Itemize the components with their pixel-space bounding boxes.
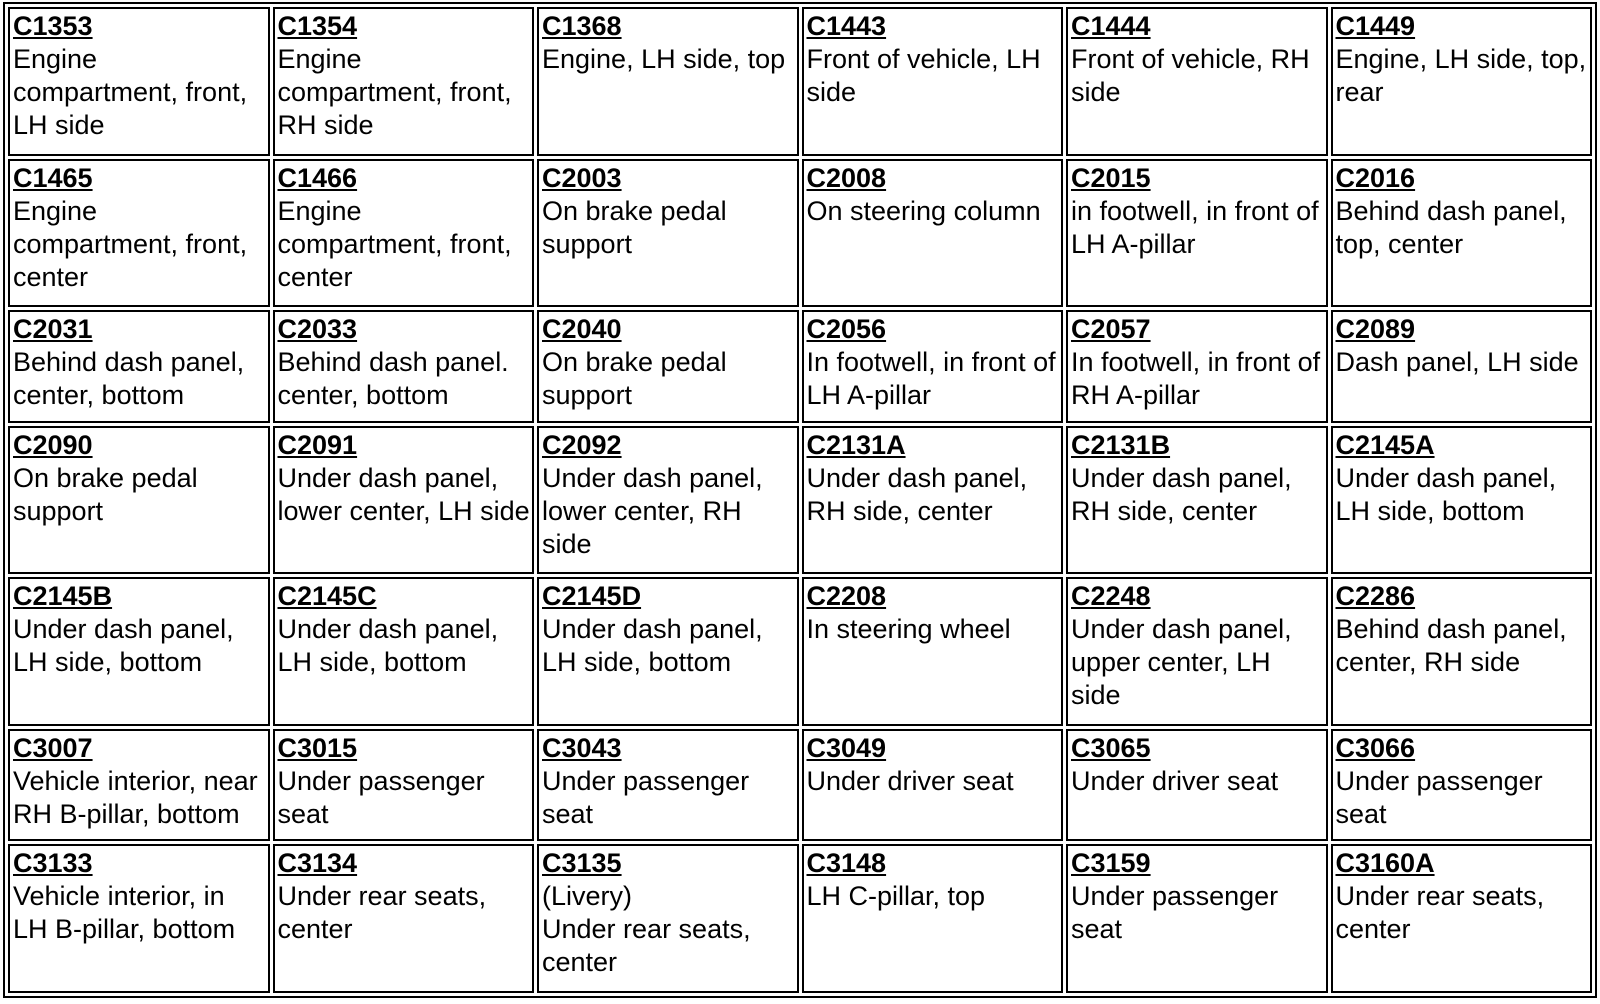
connector-cell — [8, 7, 270, 156]
connector-location: Behind dash panel, center, bottom — [13, 347, 245, 410]
connector-cell — [8, 426, 270, 575]
connector-location: Behind dash panel. center, bottom — [277, 347, 509, 410]
connector-location: Under dash panel, RH side, center — [806, 462, 1028, 526]
connector-location: In footwell, in front of RH A-pillar — [1071, 347, 1321, 410]
table-body — [8, 7, 1592, 993]
connector-cell — [537, 577, 799, 726]
connector-code-link[interactable]: C3135 — [542, 848, 622, 879]
connector-cell — [1066, 426, 1328, 575]
connector-cell — [273, 729, 535, 842]
connector-cell — [1066, 310, 1328, 423]
connector-cell — [1066, 729, 1328, 842]
connector-location: Under driver seat — [1071, 765, 1279, 796]
connector-location: Engine, LH side, top, rear — [1335, 44, 1587, 107]
connector-cell — [1331, 844, 1593, 993]
connector-code-link[interactable]: C1444 — [1071, 11, 1151, 41]
connector-code-link[interactable]: C3148 — [806, 848, 887, 879]
connector-cell — [1066, 7, 1328, 156]
connector-code-link[interactable]: C3007 — [13, 732, 93, 763]
connector-code-link[interactable]: C1353 — [13, 11, 93, 41]
connector-code-link[interactable]: C2145C — [277, 581, 377, 612]
connector-cell — [802, 159, 1064, 308]
connector-location: Under passenger seat — [1335, 765, 1543, 829]
connector-cell — [802, 844, 1064, 993]
connector-cell — [1066, 159, 1328, 308]
connector-location: Under dash panel, LH side, bottom — [1335, 462, 1557, 526]
connector-code-link[interactable]: C2145A — [1335, 429, 1435, 460]
connector-location-table — [5, 4, 1595, 996]
connector-cell — [802, 310, 1064, 423]
connector-cell — [537, 159, 799, 308]
connector-code-link[interactable]: C2131B — [1071, 429, 1171, 460]
connector-code-link[interactable]: C2091 — [277, 429, 358, 460]
connector-code-link[interactable]: C1466 — [277, 162, 358, 193]
connector-cell — [537, 729, 799, 842]
connector-location: Under rear seats, center — [1335, 881, 1545, 945]
connector-location-line: Under rear seats, center — [542, 914, 751, 978]
connector-location: Engine compartment, front, center — [277, 195, 512, 292]
table-row — [8, 426, 1592, 575]
connector-code-link[interactable]: C2145D — [542, 581, 642, 612]
connector-cell — [802, 729, 1064, 842]
connector-cell — [537, 426, 799, 575]
connector-location-table-frame — [3, 2, 1597, 998]
connector-code-link[interactable]: C2016 — [1335, 162, 1416, 193]
connector-location: Under dash panel, upper center, LH side — [1071, 614, 1292, 711]
connector-location: Vehicle interior, in LH B-pillar, bottom — [13, 881, 236, 945]
connector-code-link[interactable]: C2008 — [806, 162, 887, 193]
connector-code-link[interactable]: C2089 — [1335, 314, 1416, 344]
connector-location: Under dash panel, lower center, LH side — [277, 462, 530, 526]
connector-location: Engine compartment, front, center — [13, 195, 248, 292]
connector-code-link[interactable]: C2090 — [13, 429, 93, 460]
connector-code-link[interactable]: C1443 — [806, 11, 887, 41]
connector-location: Under dash panel, LH side, bottom — [277, 614, 499, 678]
connector-cell — [1331, 159, 1593, 308]
connector-location-line: (Livery) — [542, 881, 633, 912]
connector-code-link[interactable]: C3133 — [13, 848, 93, 879]
connector-code-link[interactable]: C1354 — [277, 11, 358, 41]
connector-cell — [8, 159, 270, 308]
table-row — [8, 844, 1592, 993]
connector-cell — [273, 844, 535, 993]
table-row — [8, 159, 1592, 308]
connector-code-link[interactable]: C2015 — [1071, 162, 1151, 193]
connector-location — [542, 880, 795, 979]
connector-cell — [8, 729, 270, 842]
connector-location: Dash panel, LH side — [1335, 347, 1579, 377]
connector-code-link[interactable]: C1465 — [13, 162, 93, 193]
connector-cell — [1331, 577, 1593, 726]
connector-code-link[interactable]: C2040 — [542, 314, 622, 344]
connector-location: Under driver seat — [806, 765, 1014, 796]
connector-location: Under rear seats, center — [277, 881, 487, 945]
connector-code-link[interactable]: C3043 — [542, 732, 622, 763]
connector-location: Under dash panel, RH side, center — [1071, 462, 1292, 526]
connector-code-link[interactable]: C3015 — [277, 732, 358, 763]
connector-code-link[interactable]: C2092 — [542, 429, 622, 460]
connector-code-link[interactable]: C1449 — [1335, 11, 1416, 41]
connector-location: Under passenger seat — [542, 765, 750, 829]
connector-location: LH C-pillar, top — [806, 881, 986, 912]
connector-location: Front of vehicle, LH side — [806, 44, 1041, 107]
connector-code-link[interactable]: C2131A — [806, 429, 906, 460]
connector-code-link[interactable]: C3159 — [1071, 848, 1151, 879]
connector-location: On brake pedal support — [13, 462, 198, 526]
connector-location: On steering column — [806, 195, 1041, 226]
connector-location: Engine compartment, front, LH side — [13, 44, 248, 140]
connector-cell — [802, 7, 1064, 156]
connector-cell — [273, 310, 535, 423]
connector-location: Engine, LH side, top — [542, 44, 786, 74]
connector-cell — [1066, 844, 1328, 993]
connector-cell — [1331, 729, 1593, 842]
connector-code-link[interactable]: C2031 — [13, 314, 93, 344]
connector-code-link[interactable]: C2248 — [1071, 581, 1151, 612]
connector-cell — [537, 310, 799, 423]
connector-code-link[interactable]: C2057 — [1071, 314, 1151, 344]
connector-location: Behind dash panel, top, center — [1335, 195, 1567, 259]
connector-cell — [273, 577, 535, 726]
connector-code-link[interactable]: C2056 — [806, 314, 887, 344]
connector-location: On brake pedal support — [542, 195, 727, 259]
connector-cell — [537, 7, 799, 156]
table-row — [8, 7, 1592, 156]
connector-location: Under dash panel, LH side, bottom — [542, 614, 763, 678]
connector-location: In steering wheel — [806, 614, 1011, 645]
connector-cell — [802, 577, 1064, 726]
connector-code-link[interactable]: C2286 — [1335, 581, 1416, 612]
connector-cell — [1331, 426, 1593, 575]
table-row — [8, 729, 1592, 842]
connector-code-link[interactable]: C1368 — [542, 11, 622, 41]
connector-location: Under passenger seat — [277, 765, 485, 829]
connector-code-link[interactable]: C2145B — [13, 581, 113, 612]
connector-code-link[interactable]: C3160A — [1335, 848, 1435, 879]
connector-location: Under passenger seat — [1071, 881, 1279, 945]
connector-code-link[interactable]: C2033 — [277, 314, 358, 344]
connector-location: On brake pedal support — [542, 347, 727, 410]
connector-code-link[interactable]: C2208 — [806, 581, 887, 612]
table-row — [8, 577, 1592, 726]
connector-location: In footwell, in front of LH A-pillar — [806, 347, 1056, 410]
connector-code-link[interactable]: C3066 — [1335, 732, 1416, 763]
connector-location: Behind dash panel, center, RH side — [1335, 614, 1567, 678]
connector-cell — [802, 426, 1064, 575]
connector-location: Under dash panel, LH side, bottom — [13, 614, 234, 678]
connector-cell — [1331, 7, 1593, 156]
connector-code-link[interactable]: C2003 — [542, 162, 622, 193]
connector-location: Under dash panel, lower center, RH side — [542, 462, 763, 559]
table-row — [8, 310, 1592, 423]
connector-location: in footwell, in front of LH A-pillar — [1071, 195, 1319, 259]
connector-cell — [537, 844, 799, 993]
connector-cell — [1331, 310, 1593, 423]
connector-location: Front of vehicle, RH side — [1071, 44, 1310, 107]
connector-code-link[interactable]: C3065 — [1071, 732, 1151, 763]
connector-location: Vehicle interior, near RH B-pillar, bottom — [13, 765, 258, 829]
connector-location: Engine compartment, front, RH side — [277, 44, 512, 140]
connector-code-link[interactable]: C3049 — [806, 732, 887, 763]
connector-cell — [8, 844, 270, 993]
connector-cell — [273, 159, 535, 308]
connector-cell — [273, 426, 535, 575]
connector-cell — [273, 7, 535, 156]
connector-cell — [8, 577, 270, 726]
connector-cell — [1066, 577, 1328, 726]
connector-code-link[interactable]: C3134 — [277, 848, 358, 879]
connector-cell — [8, 310, 270, 423]
